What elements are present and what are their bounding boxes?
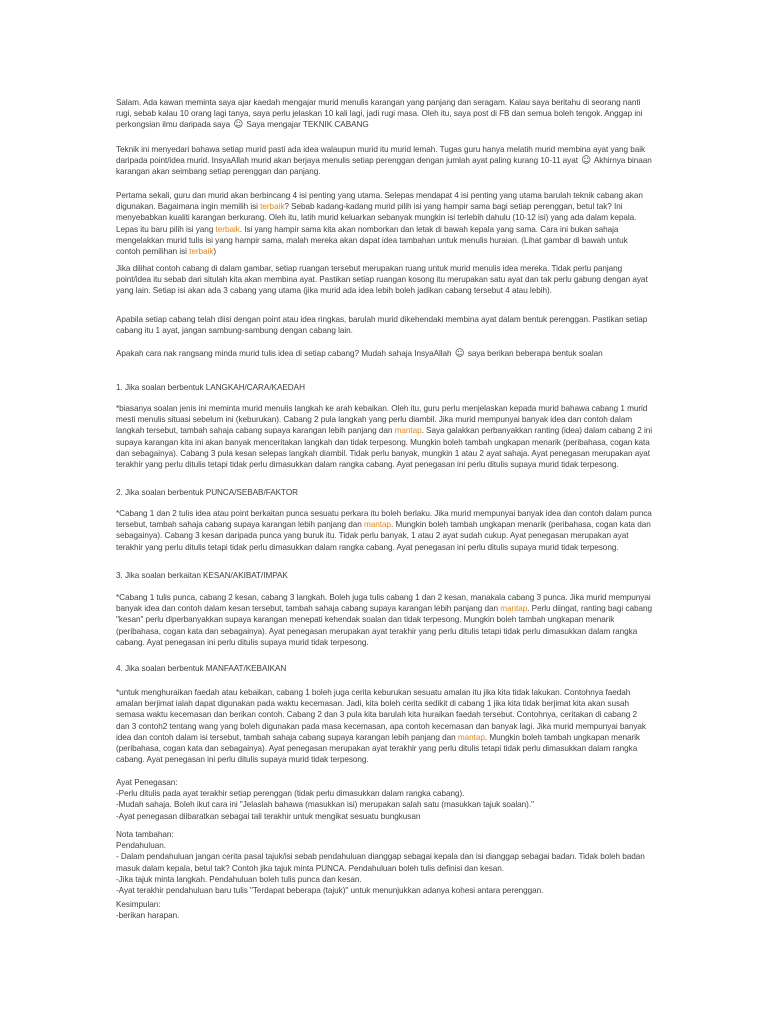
paragraph-intro bbox=[116, 97, 652, 131]
text-segment: saya berikan beberapa bentuk soalan bbox=[465, 349, 603, 358]
list-item: - Dalam pendahuluan jangan cerita pasal tajuk/isi sebab pendahuluan dianggap sebagai kepala dan isi dianggap sebagai badan. Tidak boleh badan masuk dalam kepala, betul tak? Contoh jika tajuk minta PUNCA. Pendahuluan boleh tulis definisi dan kesan. bbox=[116, 852, 645, 873]
section-ayat-penegasan bbox=[116, 777, 534, 822]
heading-punca bbox=[116, 487, 298, 498]
paragraph-pertama bbox=[116, 190, 652, 257]
paragraph-contoh-cabang bbox=[116, 263, 652, 297]
text-segment: . Mungkin boleh tambah ungkapan menarik (peribahasa, cogan kata dan sebagainya). Ayat penegasan merupakan ayat terakhir yang perlu ditulis tetapi tidak perlu dimasukkan dalam rangka cabang. Ayat penegasan ini perlu ditulis supaya murid tidak terpesong. bbox=[116, 732, 640, 765]
highlight-link[interactable]: mantap bbox=[394, 426, 422, 436]
text-segment: ? Sebab kadang-kadang murid pilih isi yang hampir sama bagi setiap perenggan, betul tak? Ini menyebabkan kualiti karangan berkurang. Oleh itu, latih murid keluarkan sebanyak mungkin isi terlebih dahulu (10-12 isi) yang ada dalam kepala. Lepas itu baru pilih isi yang bbox=[116, 202, 637, 234]
section-heading: Nota tambahan: bbox=[116, 830, 174, 839]
section-kesimpulan bbox=[116, 899, 179, 921]
text-segment: Saya mengajar TEKNIK CABANG bbox=[244, 120, 369, 130]
list-item: -Mudah sahaja. Boleh ikut cara ini "Jelaslah bahawa (masukkan isi) merupakan salah satu (masukkan tajuk soalan)." bbox=[116, 800, 534, 810]
text-segment: Apabila setiap cabang telah diisi dengan point atau idea ringkas, barulah murid dikehendaki membina ayat dalam bentuk perenggan. Pastikan setiap cabang itu 1 ayat, jangan sambung-sambung dengan cabang lain. bbox=[116, 315, 648, 336]
text-segment: . Isi yang hampir sama kita akan nomborkan dan letak di bawah kepala yang sama. Cara ini bukan sahaja mengelakkan murid tulis isi yang hampir sama, malah mereka akan dapat idea tambahan untuk menulis huraian. (Lihat gambar di bawah untuk contoh pemilihan isi bbox=[116, 224, 628, 257]
list-item: -Perlu ditulis pada ayat terakhir setiap perenggan (tidak perlu dimasukkan dalam rangka cabang). bbox=[116, 789, 465, 799]
highlight-link[interactable]: terbaik bbox=[189, 247, 214, 257]
text-segment: . Perlu diingat, ranting bagi cabang "kesan" perlu diperbanyakkan supaya karangan menepati kehendak soalan dan tidak terpesong. Mungkin boleh tambah ungkapan menarik (peribahasa, cogan kata dan sebagainya). Ayat penegasan merupakan ayat terakhir yang perlu ditulis tetapi tidak perlu dimasukkan dalam rangka cabang. Ayat penegasan ini perlu ditulis supaya murid tidak terpesong. bbox=[116, 604, 652, 647]
section-subheading: Pendahuluan. bbox=[116, 841, 166, 851]
text-segment: *Cabang 1 dan 2 tulis idea atau point berkaitan punca sesuatu perkara itu boleh berlaku. Jika murid mempunyai banyak idea dan contoh dalam punca tersebut, tambah sahaja cabang supaya karangan lebih panjang dan bbox=[116, 509, 652, 530]
highlight-link[interactable]: mantap bbox=[364, 520, 392, 530]
text-segment: . Saya galakkan perbanyakkan ranting (idea) dalam cabang 2 ini supaya karangan kita ini akan banyak menceritakan langkah dan tidak terpesong. Mungkin boleh tambah ungkapan menarik (peribahasa, cogan kata dan sebagainya). Cabang 3 pula kesan selepas langkah diambil. Tidak perlu banyak, mungkin 1 atau 2 ayat sahaja. Ayat penegasan merupakan ayat terakhir yang perlu ditulis tetapi tidak perlu dimasukkan dalam rangka cabang. Ayat penegasan ini perlu ditulis supaya murid tidak terpesong. bbox=[116, 426, 652, 470]
highlight-link[interactable]: mantap bbox=[500, 604, 528, 614]
paragraph-teknik bbox=[116, 144, 652, 178]
text-segment: *biasanya soalan jenis ini meminta murid menulis langkah ke arah kebaikan. Oleh itu, guru perlu menjelaskan kepada murid bahawa cabang 1 murid mesti menulis situasi sebelum ini (keburukan). Cabang 2 pula langkah yang perlu diambil. Jika murid mempunyai banyak idea dan contoh dalam langkah tersebut, tambah sahaja cabang supaya karangan lebih panjang dan bbox=[116, 404, 648, 436]
paragraph-apabila bbox=[116, 314, 652, 336]
list-item: -Jika tajuk minta langkah. Pendahuluan boleh tulis punca dan kesan. bbox=[116, 874, 362, 884]
list-item: -Ayat terakhir pendahuluan baru tulis "Terdapat beberapa (tajuk)" untuk menunjukkan adanya kohesi antara perenggan. bbox=[116, 886, 544, 896]
highlight-link[interactable]: terbaik bbox=[260, 202, 285, 212]
text-segment: Salam. Ada kawan meminta saya ajar kaedah mengajar murid menulis karangan yang panjang dan seragam. Kalau saya beritahu di seorang nanti rugi, sebab kalau 10 orang lagi tanya, saya perlu jelaskan 10 kali lagi, jadi rugi masa. Oleh itu, saya post di FB dan semua boleh tengok. Anggap ini perkongsian ilmu daripada saya bbox=[116, 98, 643, 130]
highlight-link[interactable]: terbaik bbox=[215, 224, 240, 234]
text-segment: 3. Jika soalan berkaitan KESAN/AKIBAT/IMPAK bbox=[116, 571, 288, 580]
text-segment: *Cabang 1 tulis punca, cabang 2 kesan, cabang 3 langkah. Boleh juga tulis cabang 1 dan 2 kesan, manakala cabang 3 punca. Jika murid mempunyai banyak idea dan contoh dalam kesan tersebut, tambah sahaja cabang supaya karangan lebih panjang dan bbox=[116, 593, 651, 614]
paragraph-punca bbox=[116, 508, 652, 553]
paragraph-kesan bbox=[116, 592, 652, 648]
text-segment: Akhirnya binaan karangan akan seimbang setiap perenggan dan panjang. bbox=[116, 156, 652, 177]
list-item: -Ayat penegasan diibaratkan sebagai tali terakhir untuk mengikat sesuatu bungkusan bbox=[116, 811, 421, 821]
smiley-icon: ☺ bbox=[454, 348, 465, 359]
paragraph-langkah bbox=[116, 403, 652, 470]
text-segment: *untuk menghuraikan faedah atau kebaikan, cabang 1 boleh juga cerita keburukan sesuatu amalan itu jika kita tidak lakukan. Contohnya faedah amalan berjimat ialah dapat digunakan pada waktu kecemasan. Jadi, kita boleh cerita sedikit di cabang 1 jika kita tidak berjimat kita akan susah semasa waktu kecemasan dan berikan contoh. Cabang 2 dan 3 pula kita barulah kita huraikan faedah tersebut. Contohnya, ceritakan di cabang 2 dan 3 contoh2 tentang wang yang boleh digunakan pada masa kecemasan, apa contoh kecemasan dan banyak lagi. Jika murid mempunyai banyak idea dan contoh dalam isi tersebut, tambah sahaja cabang supaya karangan lebih panjang dan bbox=[116, 688, 646, 742]
paragraph-manfaat bbox=[116, 687, 652, 765]
highlight-link[interactable]: mantap bbox=[457, 732, 485, 742]
text-segment: 2. Jika soalan berbentuk PUNCA/SEBAB/FAKTOR bbox=[116, 488, 299, 497]
text-segment: Teknik ini menyedari bahawa setiap murid pasti ada idea walaupun murid itu murid lemah. Tugas guru hanya melatih murid membina ayat yang baik daripada point/idea murid. InsyaAllah murid akan berjaya menulis setiap perenggan dengan jumlah ayat paling kurang 10-11 ayat bbox=[116, 145, 646, 166]
smiley-icon: ☺ bbox=[233, 119, 244, 131]
list-item: -berikan harapan. bbox=[116, 911, 180, 921]
smiley-icon: ☺ bbox=[581, 155, 592, 167]
text-segment: . Mungkin boleh tambah ungkapan menarik (peribahasa, cogan kata dan sebagainya). Cabang 3 kesan daripada punca yang buruk itu. Tidak perlu banyak, 1 atau 2 ayat sudah cukup. Ayat penegasan merupakan ayat terakhir yang perlu ditulis tetapi tidak perlu dimasukkan dalam rangka cabang. Ayat penegasan ini perlu ditulis supaya murid tidak terpesong. bbox=[116, 520, 651, 552]
text-segment: Apakah cara nak rangsang minda murid tulis idea di setiap cabang? Mudah sahaja InsyaAllah bbox=[116, 349, 454, 358]
text-segment: 4. Jika soalan berbentuk MANFAAT/KEBAIKAN bbox=[116, 664, 287, 673]
section-heading: Ayat Penegasan: bbox=[116, 778, 178, 787]
section-nota-tambahan bbox=[116, 829, 652, 896]
paragraph-rangsang bbox=[116, 348, 603, 359]
text-segment: 1. Jika soalan berbentuk LANGKAH/CARA/KAEDAH bbox=[116, 383, 305, 392]
text-segment: ) bbox=[213, 247, 217, 257]
heading-langkah bbox=[116, 382, 305, 393]
heading-kesan bbox=[116, 570, 288, 581]
text-segment: Pertama sekali, guru dan murid akan berbincang 4 isi penting yang utama. Selepas mendapat 4 isi penting yang utama barulah teknik cabang akan digunakan. Bagaimana ingin memilih isi bbox=[116, 191, 643, 212]
heading-manfaat bbox=[116, 663, 286, 674]
section-heading: Kesimpulan: bbox=[116, 900, 161, 909]
text-segment: Jika dilihat contoh cabang di dalam gambar, setiap ruangan tersebut merupakan ruang untuk murid menulis idea mereka. Tidak perlu panjang point/idea itu sebab dari situlah kita akan membina ayat. Pastikan setiap ruangan kosong itu merupakan satu ayat dan tak perlu gabung dengan ayat yang lain. Setiap isi akan ada 3 cabang yang utama (jika murid ada idea lebih boleh jadikan cabang tersebut 4 atau lebih). bbox=[116, 264, 648, 296]
